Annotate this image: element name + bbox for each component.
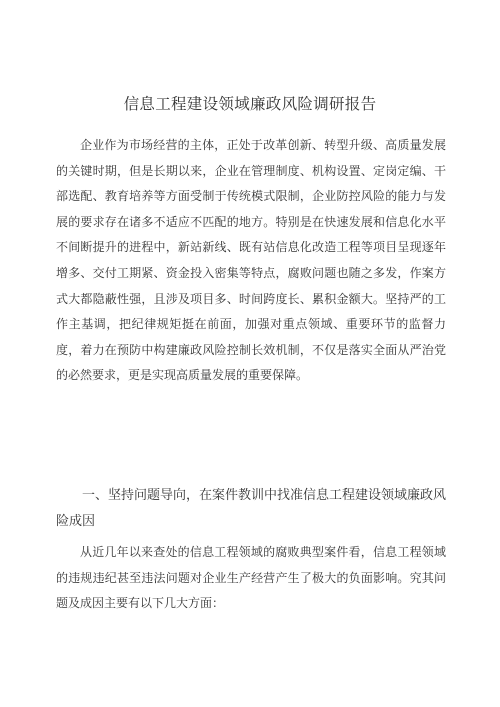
section-heading: 一、坚持问题导向，在案件教训中找准信息工程建设领域廉政风险成因 (56, 488, 447, 529)
section-paragraph: 从近几年以来查处的信息工程领域的腐败典型案件看，信息工程领域的违规违纪甚至违法问题对企业生产经营产生了极大的负面影响。究其问题及成因主要有以下几大方面： (56, 545, 446, 611)
document-title: 信息工程建设领域廉政风险调研报告 (123, 95, 377, 113)
intro-paragraph: 企业作为市场经营的主体，正处于改革创新、转型升级、高质量发展的关键时期，但是长期以来，企业在管理制度、机构设置、定岗定编、干部选配、教育培养等方面受制于传统模式限制，企业防控风险的能力与发展的要求存在诸多不适应不匹配的地方。特别是在快速发展和信息化水平不间断提升的进程中，新站新线、既有站信息化改造工程等项目呈现逐年增多、交付工期紧、资金投入密集等特点，腐败问题也随之多发，作案方式大都隐蔽性强，且涉及项目多、时间跨度长、累积金额大。坚持严的工作主基调，把纪律规矩挺在前面，加强对重点领域、重要环节的监督力度，着力在预防中构建廉政风险控制长效机制，不仅是落实全面从严治党的必然要求，更是实现高质量发展的重要保障。 (56, 138, 446, 383)
